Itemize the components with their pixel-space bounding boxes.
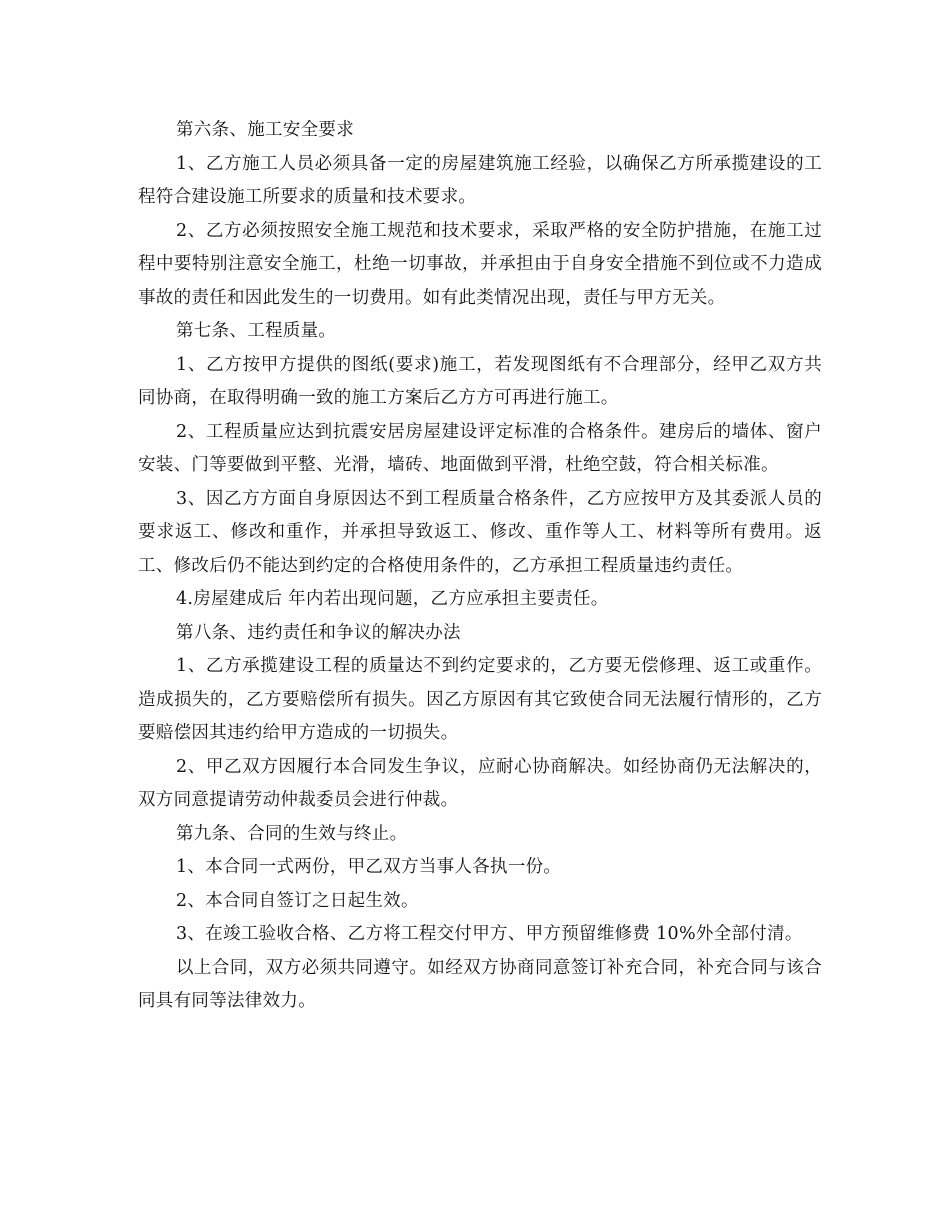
clause-9-1: 1、本合同一式两份，甲乙双方当事人各执一份。 <box>176 857 562 877</box>
clause-9-2: 2、本合同自签订之日起生效。 <box>176 890 419 911</box>
clause-7-2: 2、工程质量应达到抗震安居房屋建设评定标准的合格条件。建房后的墙体、窗户安装、门等要做到平整、光滑，墙砖、地面做到平滑，杜绝空鼓，符合相关标准。 <box>138 421 822 475</box>
document-body <box>138 114 822 1019</box>
section-heading-6: 第六条、施工安全要求 <box>176 120 354 140</box>
clause-8-1: 1、乙方承揽建设工程的质量达不到约定要求的，乙方要无偿修理、返工或重作。造成损失的，乙方要赔偿所有损失。因乙方原因有其它致使合同无法履行情形的，乙方要赔偿因其违约给甲方造成的一切损失。 <box>138 656 822 743</box>
section-heading-9: 第九条、合同的生效与终止。 <box>176 823 408 844</box>
section-heading-7: 第七条、工程质量。 <box>176 321 337 341</box>
closing-statement: 以上合同，双方必须共同遵守。如经双方协商同意签订补充合同，补充合同与该合同具有同等法律效力。 <box>138 957 822 1011</box>
clause-9-3: 3、在竣工验收合格、乙方将工程交付甲方、甲方预留维修费 10%外全部付清。 <box>176 924 803 944</box>
section-heading-8: 第八条、违约责任和争议的解决办法 <box>176 622 461 643</box>
clause-6-2: 2、乙方必须按照安全施工规范和技术要求，采取严格的安全防护措施，在施工过程中要特别注意安全施工，杜绝一切事故，并承担由于自身安全措施不到位或不力造成事故的责任和因此发生的一切费用。如有此类情况出现，责任与甲方无关。 <box>138 220 822 308</box>
clause-7-3: 3、因乙方方面自身原因达不到工程质量合格条件，乙方应按甲方及其委派人员的要求返工、修改和重作，并承担导致返工、修改、重作等人工、材料等所有费用。返工、修改后仍不能达到约定的合格使用条件的，乙方承担工程质量违约责任。 <box>138 488 822 576</box>
clause-7-4: 4.房屋建成后 年内若出现问题，乙方应承担主要责任。 <box>176 589 609 609</box>
clause-6-1: 1、乙方施工人员必须具备一定的房屋建筑施工经验，以确保乙方所承揽建设的工程符合建设施工所要求的质量和技术要求。 <box>138 153 822 207</box>
clause-7-1: 1、乙方按甲方提供的图纸(要求)施工，若发现图纸有不合理部分，经甲乙双方共同协商，在取得明确一致的施工方案后乙方方可再进行施工。 <box>138 354 822 408</box>
clause-8-2: 2、甲乙双方因履行本合同发生争议，应耐心协商解决。如经协商仍无法解决的，双方同意提请劳动仲裁委员会进行仲裁。 <box>138 756 822 810</box>
